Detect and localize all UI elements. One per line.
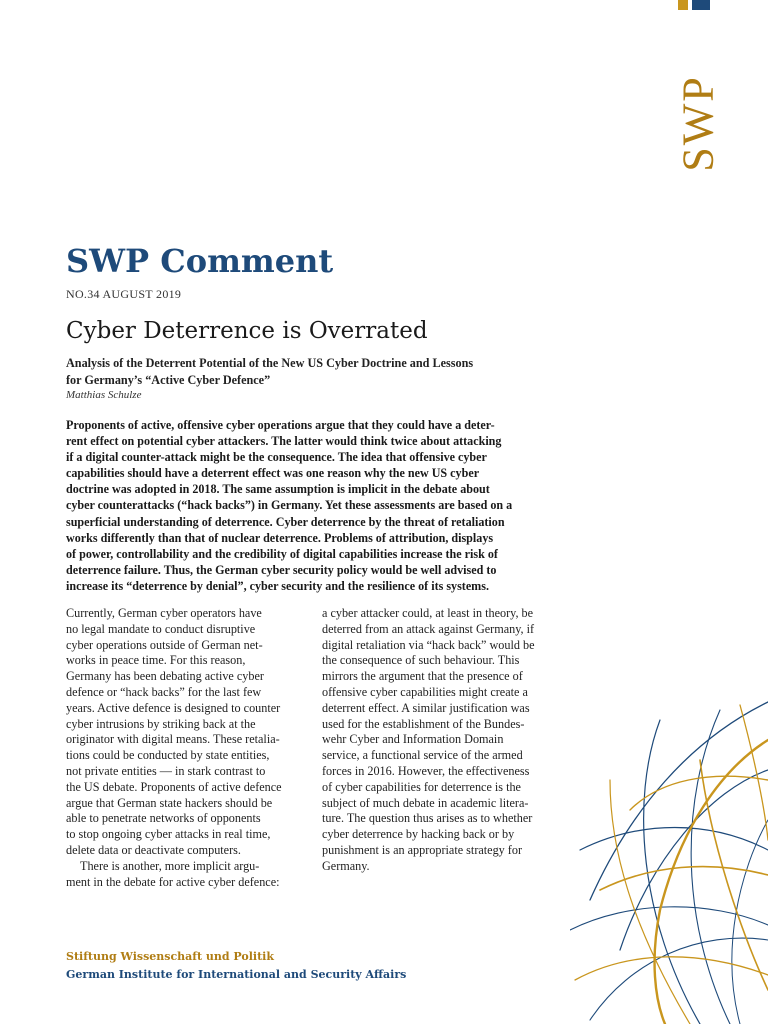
body-line: cyber deterrence by hacking back or by (322, 827, 515, 842)
abstract-line: deterrence failure. Thus, the German cyber security policy would be well advised to (66, 562, 497, 577)
body-line: originator with digital means. These retalia- (66, 732, 280, 747)
swp-vertical-logo (668, 68, 728, 178)
corner-blue-block (692, 0, 710, 10)
abstract-line: superficial understanding of deterrence. Cyber deterrence by the threat of retaliation (66, 514, 505, 529)
abstract-line: cyber counterattacks (“hack backs”) in Germany. Yet these assessments are based on a (66, 498, 513, 513)
body-line: the US debate. Proponents of active defence (66, 779, 282, 794)
body-line: deterrent effect. A similar justification was (322, 700, 530, 715)
body-line: works in peace time. For this reason, (66, 653, 246, 668)
body-line: Germany. (322, 858, 370, 873)
body-line: able to penetrate networks of opponents (66, 811, 261, 826)
body-line: defence or “hack backs” for the last few (66, 684, 262, 699)
article-subtitle (66, 355, 546, 389)
abstract-line: rent effect on potential cyber attackers. The latter would think twice about attacking (66, 434, 502, 449)
author-name: Matthias Schulze (66, 389, 142, 401)
body-line: of cyber capabilities for deterrence is the (322, 779, 521, 794)
body-line: ture. The question thus arises as to whether (322, 811, 533, 826)
body-line: tions could be conducted by state entities, (66, 748, 270, 763)
body-line: delete data or deactivate computers. (66, 842, 241, 857)
body-line: offensive cyber capabilities might create a (322, 684, 528, 699)
abstract-line: Proponents of active, offensive cyber operations argue that they could have a deter- (66, 418, 495, 432)
abstract-line: if a digital counter-attack might be the consequence. The idea that offensive cyber (66, 450, 487, 465)
body-line: subject of much debate in academic litera- (322, 795, 529, 810)
body-line: cyber intrusions by striking back at the (66, 716, 256, 731)
body-line: argue that German state hackers should be (66, 795, 273, 810)
body-line: forces in 2016. However, the effectiveness (322, 763, 530, 778)
body-line: Germany has been debating active cyber (66, 669, 264, 684)
abstract-line: increase its “deterrence by denial”, cyber security and the resilience of its systems. (66, 578, 489, 593)
body-line: punishment is an appropriate strategy for (322, 842, 523, 857)
globe-graphic (570, 700, 768, 1024)
corner-gold-block (678, 0, 688, 10)
body-line: ment in the debate for active cyber defence: (66, 874, 280, 889)
body-column-left (66, 606, 310, 890)
abstract-line: works differently than that of nuclear deterrence. Problems of attribution, displays (66, 530, 494, 545)
issue-number-date: NO.34 AUGUST 2019 (66, 287, 182, 301)
body-column-right (322, 606, 566, 875)
body-line: to stop ongoing cyber attacks in real time, (66, 827, 271, 842)
series-title: SWP Comment (66, 242, 334, 280)
body-line: no legal mandate to conduct disruptive (66, 621, 256, 636)
abstract-line: of power, controllability and the credibility of digital capabilities increase the risk of (66, 546, 498, 561)
article-title: Cyber Deterrence is Overrated (66, 318, 428, 344)
footer-org-german: Stiftung Wissenschaft und Politik (66, 950, 274, 963)
body-line: mirrors the argument that the presence of (322, 669, 523, 684)
abstract-line: doctrine was adopted in 2018. The same assumption is implicit in the debate about (66, 482, 490, 497)
body-line: deterred from an attack against Germany, if (322, 621, 535, 636)
body-line: wehr Cyber and Information Domain (322, 732, 504, 747)
swp-logo-text: SWP (673, 74, 723, 172)
subtitle-line: Analysis of the Deterrent Potential of the New US Cyber Doctrine and Lessons (66, 356, 474, 370)
footer-org-english: German Institute for International and Security Affairs (66, 968, 407, 981)
abstract-line: capabilities should have a deterrent effect was one reason why the new US cyber (66, 466, 480, 481)
body-line: used for the establishment of the Bundes- (322, 716, 525, 731)
subtitle-line: for Germany’s “Active Cyber Defence” (66, 373, 271, 387)
body-line: not private entities — in stark contrast to (66, 763, 266, 778)
body-line: the consequence of such behaviour. This (322, 653, 520, 668)
body-line: There is another, more implicit argu- (80, 858, 260, 873)
body-line: digital retaliation via “hack back” would be (322, 637, 535, 652)
body-line: years. Active defence is designed to counter (66, 700, 281, 715)
body-line: cyber operations outside of German net- (66, 637, 263, 652)
body-line: a cyber attacker could, at least in theory, be (322, 606, 534, 620)
abstract (66, 417, 566, 594)
body-line: Currently, German cyber operators have (66, 606, 262, 620)
body-line: service, a functional service of the armed (322, 748, 523, 763)
